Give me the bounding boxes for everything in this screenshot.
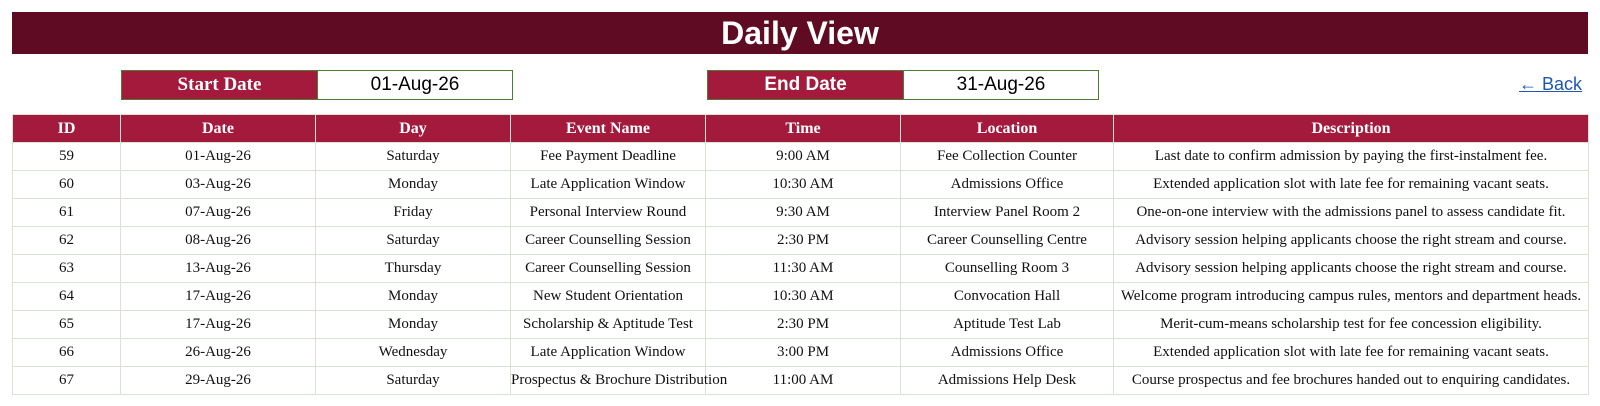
table-row[interactable] [13, 199, 1589, 227]
date-cell: 03-Aug-26 [121, 171, 316, 199]
description-cell: Merit-cum-means scholarship test for fee concession eligibility. [1114, 311, 1589, 339]
table-row[interactable] [13, 171, 1589, 199]
id-cell: 67 [13, 367, 121, 395]
start-date-field[interactable]: 01-Aug-26 [318, 71, 512, 99]
event-name-cell: Prospectus & Brochure Distribution [511, 367, 706, 395]
time-cell: 11:30 AM [706, 255, 901, 283]
id-cell: 65 [13, 311, 121, 339]
location-cell: Career Counselling Centre [901, 227, 1114, 255]
time-cell: 9:00 AM [706, 143, 901, 171]
day-cell: Thursday [316, 255, 511, 283]
column-header-day[interactable]: Day [316, 115, 511, 143]
end-date-filter [707, 70, 1099, 100]
location-cell: Admissions Help Desk [901, 367, 1114, 395]
time-cell: 10:30 AM [706, 283, 901, 311]
date-cell: 07-Aug-26 [121, 199, 316, 227]
id-cell: 59 [13, 143, 121, 171]
column-header-id[interactable]: ID [13, 115, 121, 143]
start-date-filter [121, 70, 513, 100]
column-header-date[interactable]: Date [121, 115, 316, 143]
date-cell: 17-Aug-26 [121, 283, 316, 311]
date-cell: 08-Aug-26 [121, 227, 316, 255]
event-name-cell: Scholarship & Aptitude Test [511, 311, 706, 339]
table-header-row [13, 115, 1589, 143]
event-name-cell: Late Application Window [511, 171, 706, 199]
table-row[interactable] [13, 367, 1589, 395]
location-cell: Admissions Office [901, 171, 1114, 199]
date-cell: 26-Aug-26 [121, 339, 316, 367]
time-cell: 3:00 PM [706, 339, 901, 367]
time-cell: 2:30 PM [706, 311, 901, 339]
day-cell: Friday [316, 199, 511, 227]
description-cell: Advisory session helping applicants choose the right stream and course. [1114, 255, 1589, 283]
table-row[interactable] [13, 143, 1589, 171]
time-cell: 9:30 AM [706, 199, 901, 227]
table-row[interactable] [13, 311, 1589, 339]
day-cell: Saturday [316, 227, 511, 255]
id-cell: 62 [13, 227, 121, 255]
location-cell: Fee Collection Counter [901, 143, 1114, 171]
date-cell: 17-Aug-26 [121, 311, 316, 339]
day-cell: Monday [316, 171, 511, 199]
description-cell: Extended application slot with late fee for remaining vacant seats. [1114, 339, 1589, 367]
location-cell: Admissions Office [901, 339, 1114, 367]
id-cell: 66 [13, 339, 121, 367]
event-name-cell: Fee Payment Deadline [511, 143, 706, 171]
table-row[interactable] [13, 283, 1589, 311]
location-cell: Convocation Hall [901, 283, 1114, 311]
column-header-event-name[interactable]: Event Name [511, 115, 706, 143]
date-cell: 29-Aug-26 [121, 367, 316, 395]
description-cell: Welcome program introducing campus rules, mentors and department heads. [1114, 283, 1589, 311]
back-link[interactable]: ← Back [1518, 74, 1582, 94]
location-cell: Counselling Room 3 [901, 255, 1114, 283]
day-cell: Monday [316, 311, 511, 339]
event-name-cell: Career Counselling Session [511, 255, 706, 283]
date-cell: 13-Aug-26 [121, 255, 316, 283]
day-cell: Saturday [316, 143, 511, 171]
table-row[interactable] [13, 227, 1589, 255]
table-body [13, 143, 1589, 395]
start-date-label: Start Date [122, 71, 318, 99]
time-cell: 2:30 PM [706, 227, 901, 255]
time-cell: 11:00 AM [706, 367, 901, 395]
event-name-cell: Career Counselling Session [511, 227, 706, 255]
description-cell: Extended application slot with late fee for remaining vacant seats. [1114, 171, 1589, 199]
id-cell: 63 [13, 255, 121, 283]
id-cell: 60 [13, 171, 121, 199]
column-header-description[interactable]: Description [1114, 115, 1589, 143]
table-row[interactable] [13, 339, 1589, 367]
end-date-label: End Date [708, 71, 904, 99]
event-name-cell: Personal Interview Round [511, 199, 706, 227]
id-cell: 61 [13, 199, 121, 227]
column-header-time[interactable]: Time [706, 115, 901, 143]
events-table [12, 114, 1589, 395]
column-header-location[interactable]: Location [901, 115, 1114, 143]
description-cell: One-on-one interview with the admissions panel to assess candidate fit. [1114, 199, 1589, 227]
event-name-cell: New Student Orientation [511, 283, 706, 311]
time-cell: 10:30 AM [706, 171, 901, 199]
location-cell: Interview Panel Room 2 [901, 199, 1114, 227]
date-cell: 01-Aug-26 [121, 143, 316, 171]
id-cell: 64 [13, 283, 121, 311]
table-row[interactable] [13, 255, 1589, 283]
page-title: Daily View [12, 12, 1588, 54]
day-cell: Wednesday [316, 339, 511, 367]
end-date-field[interactable]: 31-Aug-26 [904, 71, 1098, 99]
day-cell: Monday [316, 283, 511, 311]
event-name-cell: Late Application Window [511, 339, 706, 367]
day-cell: Saturday [316, 367, 511, 395]
description-cell: Advisory session helping applicants choose the right stream and course. [1114, 227, 1589, 255]
description-cell: Last date to confirm admission by paying the first-instalment fee. [1114, 143, 1589, 171]
location-cell: Aptitude Test Lab [901, 311, 1114, 339]
description-cell: Course prospectus and fee brochures handed out to enquiring candidates. [1114, 367, 1589, 395]
